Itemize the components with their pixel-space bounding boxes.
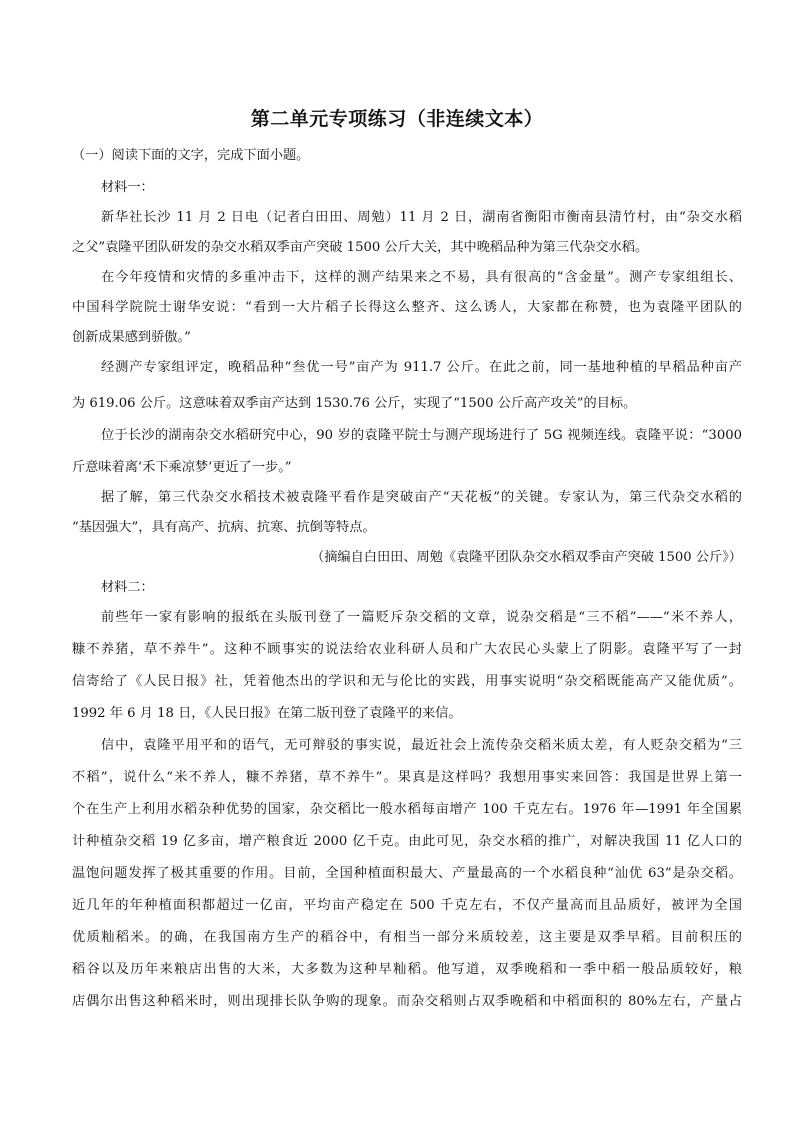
material1-line: 斤意味着离‘禾下乘凉梦’更近了一步。” (72, 460, 292, 475)
material1-source: （摘编自白田田、周勉《袁隆平团队杂交水稻双季亩产突破 1500 公斤》） (311, 550, 742, 565)
material2-line: 稻谷以及历年来粮店出售的大米，大多数为这种早籼稻。他写道，双季晚稻和一季中稻一般品质较好，粮 (72, 962, 742, 977)
material1-line: 中国科学院院士谢华安说：“看到一大片稻子长得这么整齐、这么诱人，大家都在称赞，也为袁隆平团队的 (72, 300, 742, 315)
material2-line: 温饱问题发挥了极其重要的作用。目前，全国种植面积最大、产量最高的一个水稻良种“汕优 63”是杂交稻。 (72, 866, 742, 881)
material2-line: 店偶尔出售这种稻米时，则出现排长队争购的现象。而杂交稻则占双季晚稻和中稻面积的 80%左右，产量占 (72, 994, 742, 1009)
material1-line: 创新成果感到骄傲。” (72, 330, 191, 345)
material2-line: 优质籼稻米。的确，在我国南方生产的稻谷中，有相当一部分米质较差，这主要是双季早稻。目前积压的 (72, 930, 742, 945)
material2-line: 个在生产上利用水稻杂种优势的国家，杂交稻比一般水稻每亩增产 100 千克左右。1976 年—1991 年全国累 (72, 802, 742, 817)
material1-heading: 材料一： (101, 180, 154, 195)
material1-line: 在今年疫情和灾情的多重冲击下，这样的测产结果来之不易，具有很高的“含金量”。测产专家组组长、 (101, 270, 742, 285)
material2-line: 计种植杂交稻 19 亿多亩，增产粮食近 2000 亿千克。由此可见，杂交水稻的推广，对解决我国 11 亿人口的 (72, 834, 742, 849)
material2-line: 信寄给了《人民日报》社，凭着他杰出的学识和无与伦比的实践，用事实说明“杂交稻既能高产又能优质”。 (72, 674, 742, 689)
material1-line: 位于长沙的湖南杂交水稻研究中心，90 岁的袁隆平院士与测产现场进行了 5G 视频连线。袁隆平说：“3000 (101, 428, 742, 443)
material2-line: 近几年的年种植面积都超过一亿亩，平均亩产稳定在 500 千克左右，不仅产量高而且品质好，被评为全国 (72, 898, 742, 913)
material2-heading: 材料二： (101, 580, 154, 595)
material2-line: 不稻”，说什么“米不养人，糠不养猪，草不养牛”。果真是这样吗？我想用事实来回答：我国是世界上第一 (72, 770, 742, 785)
material1-line: 据了解，第三代杂交水稻技术被袁隆平看作是突破亩产“天花板”的关键。专家认为，第三代杂交水稻的 (101, 490, 742, 505)
material1-line: “基因强大”，具有高产、抗病、抗寒、抗倒等特点。 (72, 520, 376, 535)
material1-line: 新华社长沙 11 月 2 日电（记者白田田、周勉）11 月 2 日，湖南省衡阳市衡南县清竹村，由“杂交水稻 (101, 210, 742, 225)
material2-line: 糠不养猪，草不养牛”。这种不顾事实的说法给农业科研人员和广大农民心头蒙上了阴影。袁隆平写了一封 (72, 642, 742, 657)
instruction-text: （一）阅读下面的文字，完成下面小题。 (72, 148, 310, 163)
page-title: 第二单元专项练习（非连续文本） (250, 108, 544, 130)
material1-line: 之父”袁隆平团队研发的杂交水稻双季亩产突破 1500 公斤大关，其中晚稻品种为第三代杂交水稻。 (72, 240, 649, 255)
material2-line: 1992 年 6 月 18 日，《人民日报》在第二版刊登了袁隆平的来信。 (72, 706, 462, 721)
material1-line: 为 619.06 公斤。这意味着双季亩产达到 1530.76 公斤，实现了“1500 公斤高产攻关”的目标。 (72, 396, 637, 411)
material2-line: 信中，袁隆平用平和的语气，无可辩驳的事实说，最近社会上流传杂交稻米质太差，有人贬杂交稻为“三 (101, 738, 742, 753)
material2-line: 前些年一家有影响的报纸在头版刊登了一篇贬斥杂交稻的文章，说杂交稻是“三不稻”——“米不养人， (101, 610, 742, 625)
material1-line: 经测产专家组评定，晚稻品种“叁优一号”亩产为 911.7 公斤。在此之前，同一基地种植的早稻品种亩产 (101, 360, 742, 375)
